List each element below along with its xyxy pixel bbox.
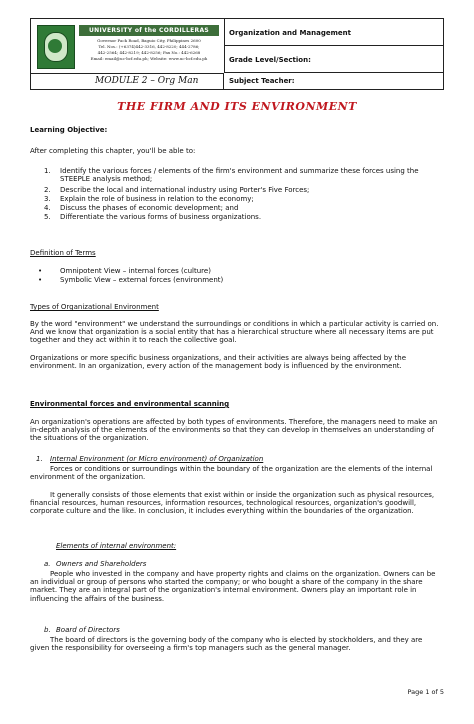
header-table	[30, 18, 444, 90]
address-line: Email: email@uc-bcf.edu.ph; Website: www.uc-bcf.edu.ph	[90, 56, 208, 61]
types-paragraph: Organizations or more specific business organizations, and their activities are always being affected by the environment. In an organization, every action of the management body is influenced by the environment.	[30, 354, 407, 371]
types-paragraph: By the word "environment" we understand the surroundings or conditions in which a particular activity is carried on. And we know that organization is a social entity that has a hierarchical structure where all necessary items are put together and they act within it to reach the collective goal.	[30, 320, 439, 345]
definition-item: Omnipotent View – internal forces (culture)	[60, 267, 211, 275]
env-forces-heading: Environmental forces and environmental scanning	[30, 400, 230, 408]
bullet-icon: •	[38, 267, 43, 275]
address-line: Governor Pack Road, Baguio City, Philippines 2600	[97, 38, 201, 43]
learning-objective-heading: Learning Objective:	[30, 126, 108, 134]
elements-heading: Elements of internal environment:	[56, 542, 177, 550]
objective-text: Explain the role of business in relation to the economy;	[60, 195, 254, 203]
definition-item: Symbolic View – external forces (environment)	[60, 276, 224, 284]
objective-number: 2.	[44, 186, 51, 194]
objective-text: Identify the various forces / elements of the firm's environment and summarize these forces using the STEEPLE analysis method;	[60, 167, 419, 184]
university-seal-icon	[37, 25, 75, 69]
teacher-cell: Subject Teacher:	[229, 77, 295, 85]
bullet-icon: •	[38, 276, 43, 284]
objective-text: Differentiate the various forms of business organizations.	[60, 213, 262, 221]
internal-paragraph: It generally consists of those elements that exist within or inside the organization such as physical resources, financial resources, human resources, information resources, technological resources, organization's goodwill, corporate culture and the like. In conclusion, it includes everything within the boundaries of the organization.	[30, 491, 435, 516]
university-block	[31, 19, 225, 73]
address-line: Tel. Nos.: (+6374)442-3316, 442-8220; 444-2786;	[98, 44, 200, 49]
internal-env-heading: Internal Environment (or Micro environment) of Organization	[50, 455, 264, 463]
subject-cell: Organization and Management	[225, 19, 443, 46]
element-heading: Owners and Shareholders	[56, 560, 147, 568]
element-heading: Board of Directors	[56, 626, 120, 634]
page-number: Page 1 of 5	[407, 688, 444, 696]
objective-number: 3.	[44, 195, 51, 203]
objective-text: Discuss the phases of economic development; and	[60, 204, 239, 212]
element-paragraph: The board of directors is the governing body of the company who is elected by stockholders, and they are given the responsibility for overseeing a firm's top managers such as the general manager.	[30, 636, 423, 653]
definition-heading: Definition of Terms	[30, 249, 96, 257]
objective-number: 5.	[44, 213, 51, 221]
element-label: b.	[44, 626, 51, 634]
types-heading: Types of Organizational Environment	[30, 303, 159, 311]
module-label: MODULE 2 – Org Man	[31, 73, 224, 89]
address-line: 442-2564; 442-8219; 442-8256; Fax No.: 442-6268	[97, 50, 201, 55]
header-info	[225, 19, 443, 89]
page-title: THE FIRM AND ITS ENVIRONMENT	[117, 100, 357, 113]
element-paragraph: People who invested in the company and have property rights and claims on the organization. Owners can be an individual or group of persons who started the company; or who bought a share of the company in the share market. They are an integral part of the organization's internal environment. Owners play an important role in influencing the affairs of the business.	[30, 570, 436, 603]
objective-number: 4.	[44, 204, 51, 212]
objective-number: 1.	[44, 167, 51, 175]
internal-paragraph: Forces or conditions or surroundings within the boundary of the organization are the elements of the internal environment of the organization.	[30, 465, 433, 482]
section-number: 1.	[36, 455, 43, 463]
env-forces-paragraph: An organization's operations are affected by both types of environments. Therefore, the managers need to make an in-depth analysis of the elements of the environments so that they can develop in themselves an understanding of the situations of the organization.	[30, 418, 438, 443]
grade-level-cell: Grade Level/Section:	[225, 46, 443, 73]
learning-objective-intro: After completing this chapter, you'll be able to:	[30, 147, 196, 155]
objective-text: Describe the local and international industry using Porter's Five Forces;	[60, 186, 310, 194]
university-name: UNIVERSITY of the CORDILLERAS	[79, 25, 219, 36]
element-label: a.	[44, 560, 51, 568]
